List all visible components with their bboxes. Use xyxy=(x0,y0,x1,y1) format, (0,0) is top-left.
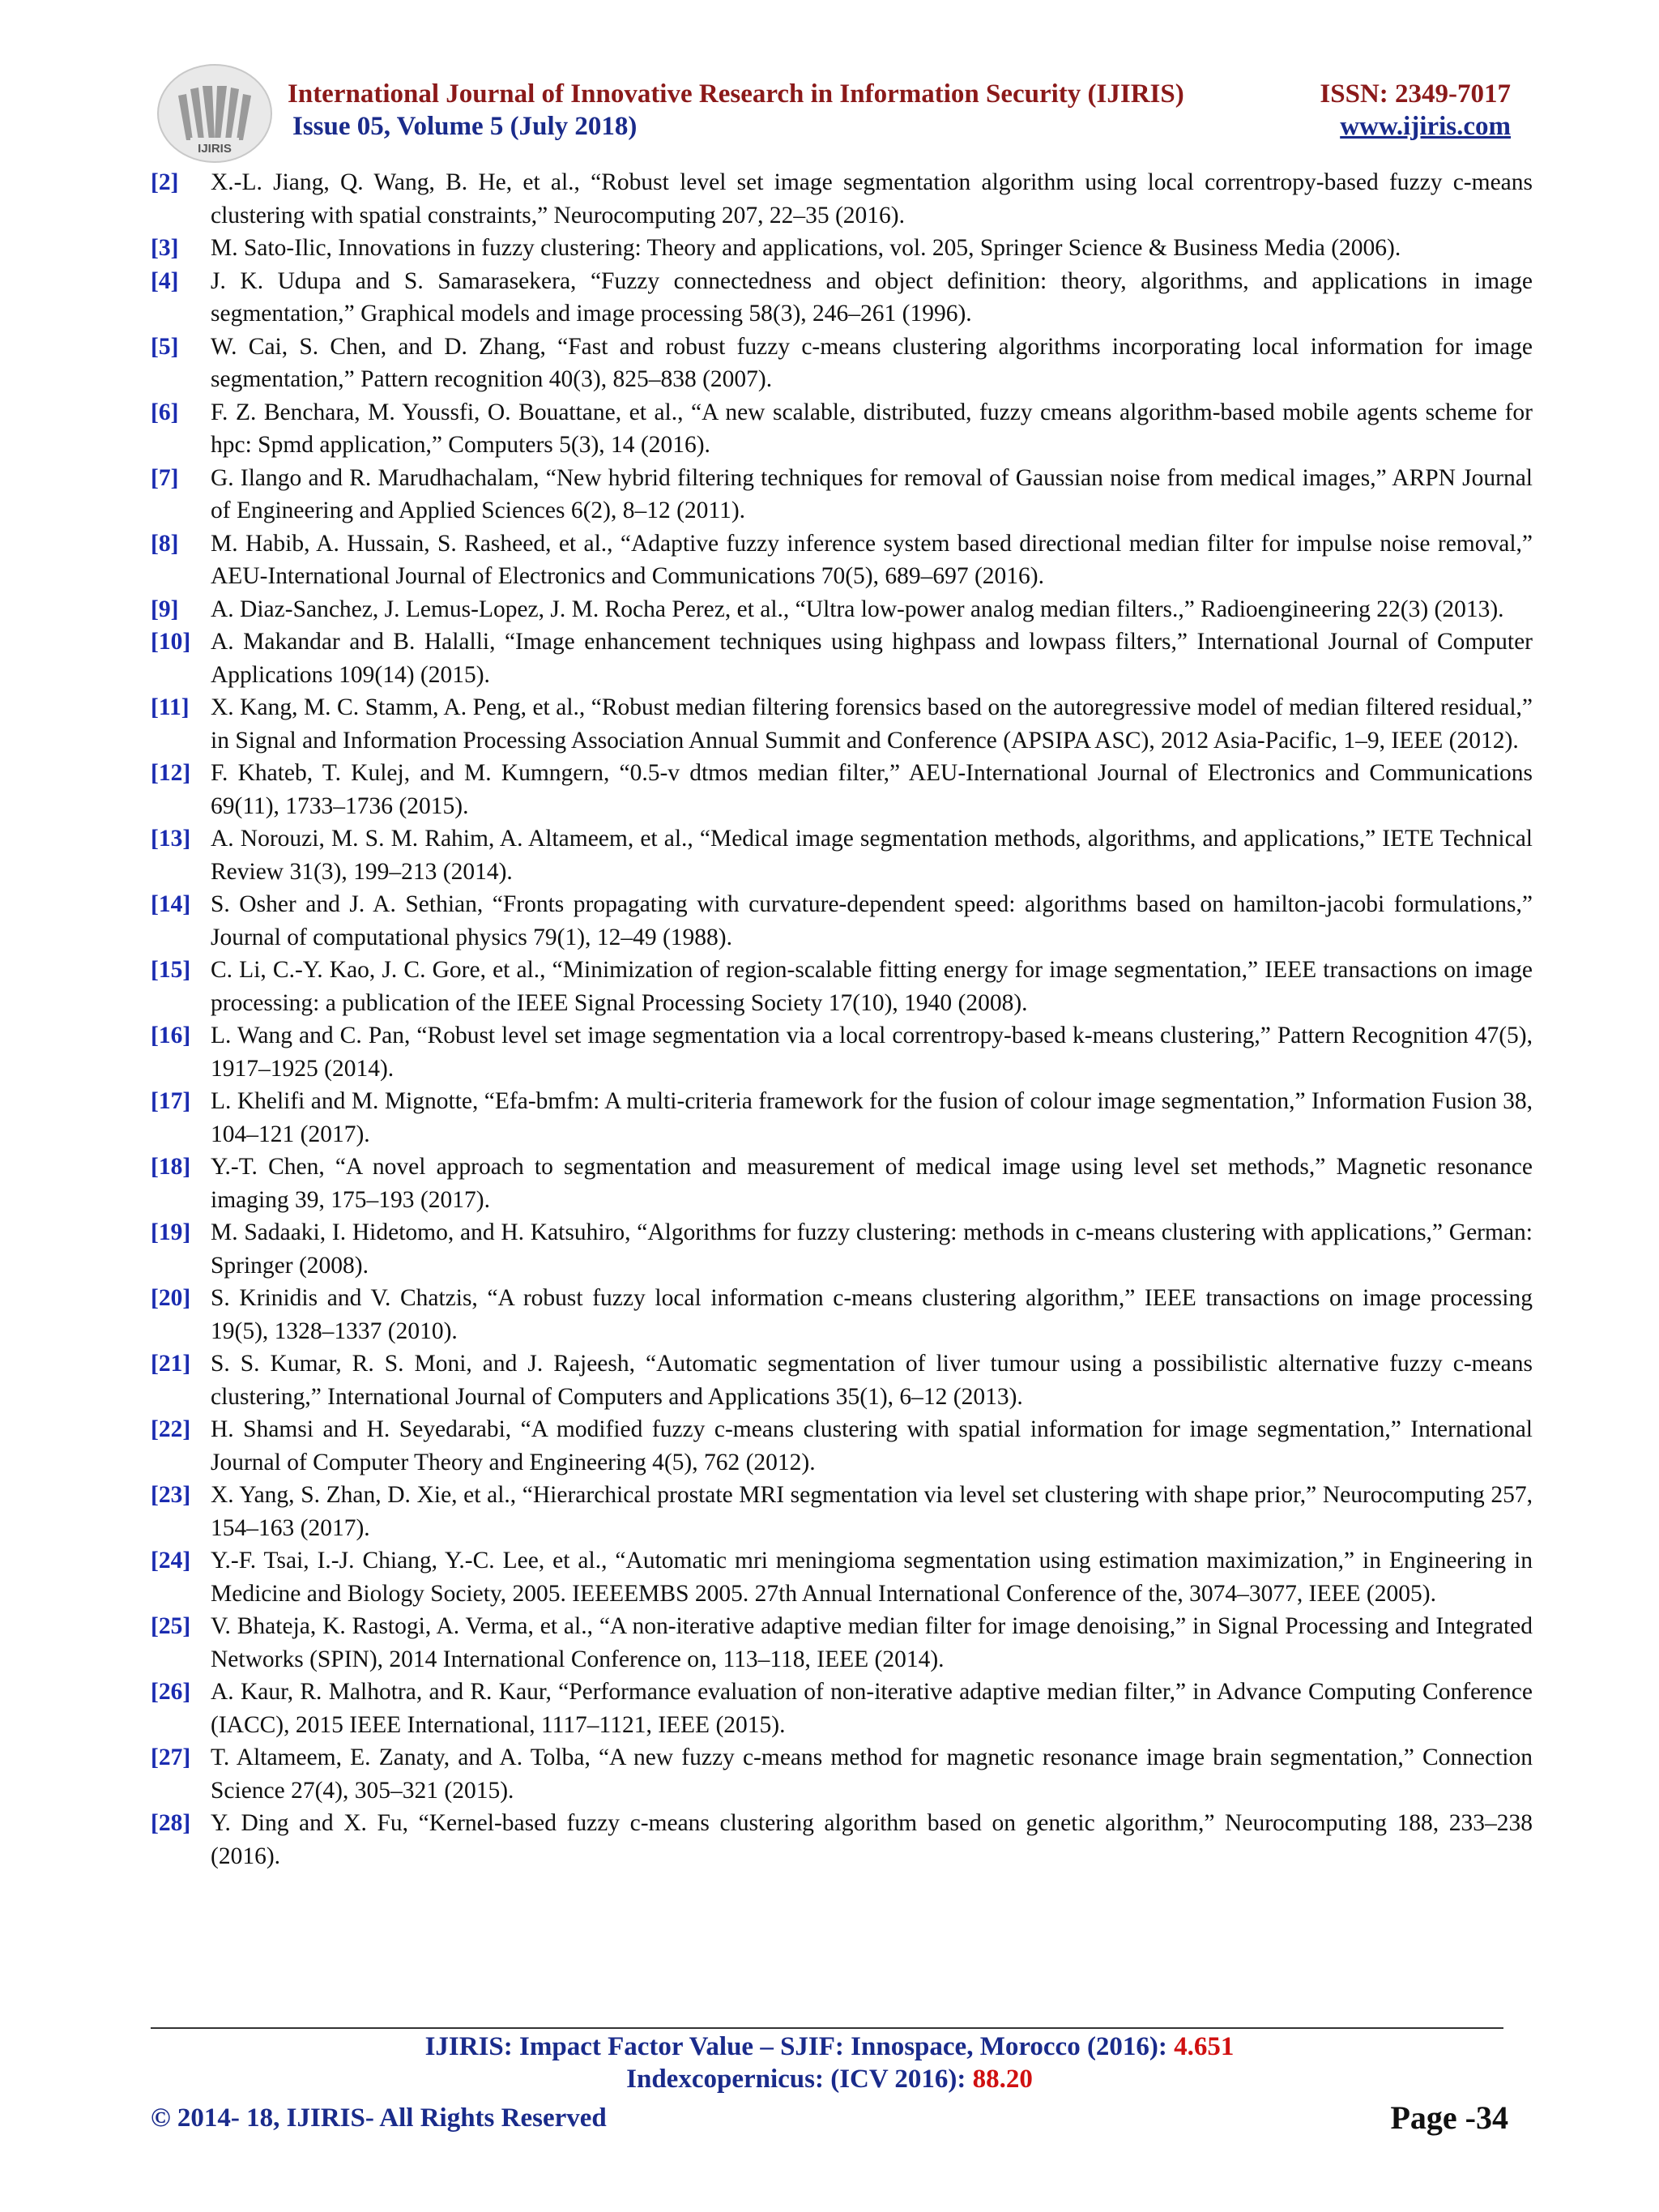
reference-number[interactable]: [10] xyxy=(151,629,191,655)
reference-number[interactable]: [12] xyxy=(151,760,191,786)
reference-text: J. K. Udupa and S. Samarasekera, “Fuzzy connectedness and object definition: theory, algorithms, and applications in image segmentation,” Graphical models and image processing 58(3), 246–261 (1996). xyxy=(211,267,1533,327)
reference-item xyxy=(151,1544,1533,1610)
icv-label: Indexcopernicus: (ICV 2016): xyxy=(626,2065,973,2094)
reference-number[interactable]: [15] xyxy=(151,957,191,983)
reference-text: A. Kaur, R. Malhotra, and R. Kaur, “Performance evaluation of non-iterative adaptive median filter,” in Advance Computing Conference (IACC), 2015 IEEE International, 1117–1121, IEEE (2015). xyxy=(211,1679,1533,1738)
reference-number[interactable]: [23] xyxy=(151,1482,191,1508)
impact-factor-line xyxy=(0,2032,1659,2062)
journal-issue: Issue 05, Volume 5 (July 2018) xyxy=(292,112,638,141)
reference-item xyxy=(151,396,1533,462)
reference-item xyxy=(151,757,1533,822)
reference-item xyxy=(151,1019,1533,1085)
reference-number[interactable]: [8] xyxy=(151,530,179,557)
reference-item xyxy=(151,1610,1533,1676)
reference-text: F. Z. Benchara, M. Youssfi, O. Bouattane, et al., “A new scalable, distributed, fuzzy cmeans algorithm-based mobile agents scheme for hpc: Spmd application,” Computers 5(3), 14 (2016). xyxy=(211,399,1533,458)
reference-item xyxy=(151,691,1533,757)
reference-text: X.-L. Jiang, Q. Wang, B. He, et al., “Robust level set image segmentation algorithm using local correntropy-based fuzzy c-means clustering with spatial constraints,” Neurocomputing 207, 22–35 (2016). xyxy=(211,169,1533,228)
reference-item xyxy=(151,593,1533,626)
reference-text: A. Norouzi, M. S. M. Rahim, A. Altameem, et al., “Medical image segmentation methods, algorithms, and applications,” IETE Technical Review 31(3), 199–213 (2014). xyxy=(211,826,1533,885)
reference-number[interactable]: [9] xyxy=(151,596,179,622)
reference-number[interactable]: [6] xyxy=(151,399,179,425)
icv-value: 88.20 xyxy=(972,2065,1033,2094)
reference-number[interactable]: [25] xyxy=(151,1613,191,1639)
copyright-notice: © 2014- 18, IJIRIS- All Rights Reserved xyxy=(151,2103,607,2133)
journal-title: International Journal of Innovative Research in Information Security (IJIRIS) xyxy=(288,79,1184,109)
reference-number[interactable]: [26] xyxy=(151,1679,191,1705)
reference-item xyxy=(151,265,1533,331)
reference-item xyxy=(151,527,1533,593)
reference-item xyxy=(151,1676,1533,1741)
reference-number[interactable]: [19] xyxy=(151,1219,191,1245)
reference-number[interactable]: [20] xyxy=(151,1285,191,1311)
page-header xyxy=(154,63,1511,169)
reference-item xyxy=(151,626,1533,691)
page-number: Page -34 xyxy=(1390,2099,1508,2136)
reference-number[interactable]: [2] xyxy=(151,169,179,195)
reference-text: G. Ilango and R. Marudhachalam, “New hybrid filtering techniques for removal of Gaussian noise from medical images,” ARPN Journal of Engineering and Applied Sciences 6(2), 8–12 (2011). xyxy=(211,464,1533,523)
footer-divider xyxy=(151,2027,1503,2029)
reference-text: C. Li, C.-Y. Kao, J. C. Gore, et al., “Minimization of region-scalable fitting energy for image segmentation,” IEEE transactions on image processing: a publication of the IEEE Signal Processing Society 17(10), 1940 (2008). xyxy=(211,957,1533,1016)
reference-number[interactable]: [14] xyxy=(151,891,191,917)
reference-item xyxy=(151,1741,1533,1807)
reference-text: Y.-T. Chen, “A novel approach to segmentation and measurement of medical image using level set methods,” Magnetic resonance imaging 39, 175–193 (2017). xyxy=(211,1154,1533,1213)
reference-item xyxy=(151,1347,1533,1413)
reference-number[interactable]: [13] xyxy=(151,826,191,852)
reference-number[interactable]: [18] xyxy=(151,1154,191,1180)
reference-text: X. Kang, M. C. Stamm, A. Peng, et al., “Robust median filtering forensics based on the autoregressive model of median filtered residual,” in Signal and Information Processing Association Annual Summit and Conference (APSIPA ASC), 2012 Asia-Pacific, 1–9, IEEE (2012). xyxy=(211,694,1533,754)
reference-item xyxy=(151,166,1533,232)
reference-item xyxy=(151,1479,1533,1544)
reference-number[interactable]: [7] xyxy=(151,464,179,491)
reference-text: T. Altameem, E. Zanaty, and A. Tolba, “A new fuzzy c-means method for magnetic resonance image brain segmentation,” Connection Science 27(4), 305–321 (2015). xyxy=(211,1744,1533,1804)
reference-text: M. Habib, A. Hussain, S. Rasheed, et al., “Adaptive fuzzy inference system based directional median filter for impulse noise removal,” AEU-International Journal of Electronics and Communications 70(5), 689–697 (2016). xyxy=(211,530,1533,589)
impact-factor-label: IJIRIS: Impact Factor Value – SJIF: Innospace, Morocco (2016): xyxy=(424,2032,1175,2061)
journal-url-link[interactable]: www.ijiris.com xyxy=(1340,112,1511,141)
reference-number[interactable]: [22] xyxy=(151,1416,191,1442)
reference-text: M. Sadaaki, I. Hidetomo, and H. Katsuhiro, “Algorithms for fuzzy clustering: methods in c-means clustering with applications,” German: Springer (2008). xyxy=(211,1219,1533,1279)
reference-item xyxy=(151,888,1533,954)
journal-logo-icon xyxy=(154,63,275,169)
reference-number[interactable]: [28] xyxy=(151,1810,191,1836)
logo-text: IJIRIS xyxy=(198,142,232,156)
reference-number[interactable]: [5] xyxy=(151,333,179,360)
reference-text: Y. Ding and X. Fu, “Kernel-based fuzzy c-means clustering algorithm based on genetic algorithm,” Neurocomputing 188, 233–238 (2016). xyxy=(211,1810,1533,1869)
reference-list xyxy=(151,166,1533,1873)
reference-text: A. Diaz-Sanchez, J. Lemus-Lopez, J. M. Rocha Perez, et al., “Ultra low-power analog median filters.,” Radioengineering 22(3) (2013). xyxy=(211,596,1504,622)
reference-item xyxy=(151,1216,1533,1282)
icv-line xyxy=(0,2065,1659,2095)
reference-item xyxy=(151,462,1533,527)
reference-number[interactable]: [17] xyxy=(151,1088,191,1114)
reference-item xyxy=(151,954,1533,1019)
reference-item xyxy=(151,232,1533,265)
reference-text: S. Osher and J. A. Sethian, “Fronts propagating with curvature-dependent speed: algorithms based on hamilton-jacobi formulations,” Journal of computational physics 79(1), 12–49 (1988). xyxy=(211,891,1533,950)
reference-text: L. Wang and C. Pan, “Robust level set image segmentation via a local correntropy-based k-means clustering,” Pattern Recognition 47(5), 1917–1925 (2014). xyxy=(211,1023,1533,1082)
reference-item xyxy=(151,822,1533,888)
reference-item xyxy=(151,1282,1533,1347)
reference-number[interactable]: [4] xyxy=(151,267,179,294)
reference-number[interactable]: [27] xyxy=(151,1744,191,1770)
reference-item xyxy=(151,1085,1533,1151)
reference-item xyxy=(151,1413,1533,1479)
journal-issn: ISSN: 2349-7017 xyxy=(1320,79,1511,109)
impact-factor-value: 4.651 xyxy=(1174,2032,1235,2061)
reference-text: W. Cai, S. Chen, and D. Zhang, “Fast and robust fuzzy c-means clustering algorithms incorporating local information for image segmentation,” Pattern recognition 40(3), 825–838 (2007). xyxy=(211,333,1533,392)
reference-number[interactable]: [21] xyxy=(151,1351,191,1377)
reference-text: X. Yang, S. Zhan, D. Xie, et al., “Hierarchical prostate MRI segmentation via level set clustering with shape prior,” Neurocomputing 257, 154–163 (2017). xyxy=(211,1482,1533,1541)
reference-text: L. Khelifi and M. Mignotte, “Efa-bmfm: A multi-criteria framework for the fusion of colour image segmentation,” Information Fusion 38, 104–121 (2017). xyxy=(211,1088,1533,1147)
reference-text: M. Sato-Ilic, Innovations in fuzzy clustering: Theory and applications, vol. 205, Springer Science & Business Media (2006). xyxy=(211,235,1401,261)
reference-number[interactable]: [24] xyxy=(151,1548,191,1574)
reference-item xyxy=(151,331,1533,396)
reference-number[interactable]: [11] xyxy=(151,694,190,720)
reference-number[interactable]: [16] xyxy=(151,1023,191,1048)
reference-text: F. Khateb, T. Kulej, and M. Kumngern, “0.5-v dtmos median filter,” AEU-International Journal of Electronics and Communications 69(11), 1733–1736 (2015). xyxy=(211,760,1533,819)
reference-text: V. Bhateja, K. Rastogi, A. Verma, et al., “A non-iterative adaptive median filter for image denoising,” in Signal Processing and Integrated Networks (SPIN), 2014 International Conference on, 113–118, IEEE (2014). xyxy=(211,1613,1533,1672)
reference-text: S. S. Kumar, R. S. Moni, and J. Rajeesh, “Automatic segmentation of liver tumour using a possibilistic alternative fuzzy c-means clustering,” International Journal of Computers and Applications 35(1), 6–12 (2013). xyxy=(211,1351,1533,1410)
reference-text: H. Shamsi and H. Seyedarabi, “A modified fuzzy c-means clustering with spatial information for image segmentation,” International Journal of Computer Theory and Engineering 4(5), 762 (2012). xyxy=(211,1416,1533,1475)
reference-text: S. Krinidis and V. Chatzis, “A robust fuzzy local information c-means clustering algorithm,” IEEE transactions on image processing 19(5), 1328–1337 (2010). xyxy=(211,1285,1533,1344)
reference-item xyxy=(151,1807,1533,1873)
reference-text: A. Makandar and B. Halalli, “Image enhancement techniques using highpass and lowpass filters,” International Journal of Computer Applications 109(14) (2015). xyxy=(211,629,1533,688)
reference-item xyxy=(151,1151,1533,1216)
reference-text: Y.-F. Tsai, I.-J. Chiang, Y.-C. Lee, et al., “Automatic mri meningioma segmentation using estimation maximization,” in Engineering in Medicine and Biology Society, 2005. IEEEEMBS 2005. 27th Annual International Conference of the, 3074–3077, IEEE (2005). xyxy=(211,1548,1533,1607)
reference-number[interactable]: [3] xyxy=(151,235,179,261)
